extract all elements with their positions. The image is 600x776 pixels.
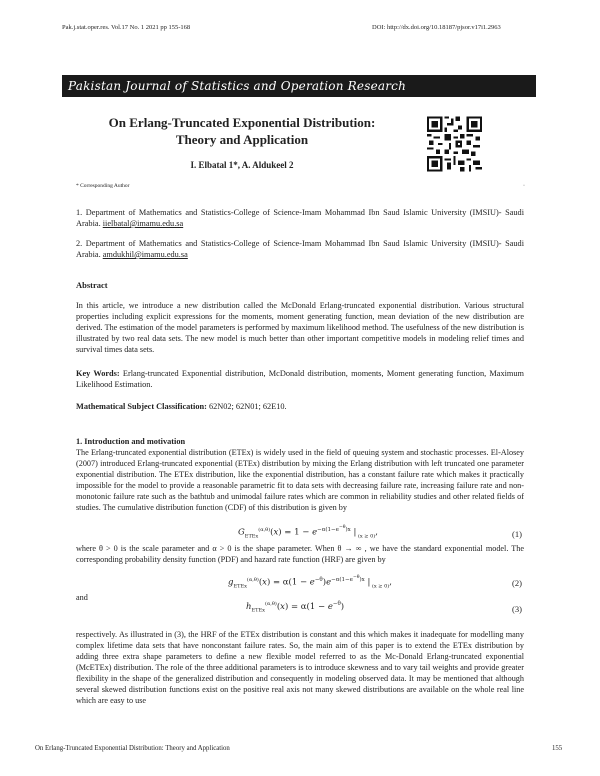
footer-title: On Erlang-Truncated Exponential Distribution: Theory and Application: [35, 745, 230, 752]
abstract-heading: Abstract: [76, 280, 108, 290]
affiliation-2: 2. Department of Mathematics and Statistics-College of Science-Imam Mohammad Ibn Saud Islamic University (IMSIU)- Saudi Arabia. amdukhil@imamu.edu.sa: [76, 239, 524, 259]
affiliation-1: 1. Department of Mathematics and Statistics-College of Science-Imam Mohammad Ibn Saud Islamic University (IMSIU)- Saudi Arabia. iielbatal@imamu.edu.sa: [76, 208, 524, 228]
equation-1: $G_{ETEx}^{(\alpha,\theta)}(x) = 1 - e^{-\alpha(1-e^{-\theta})x}$ | $_{(x \ge 0)}$,: [238, 525, 378, 540]
intro-paragraph-3: respectively. As illustrated in (3), the HRF of the ETEx distribution is constant and this which makes it inadequate for modelling many complex lifetime data sets that have nonconstant failure rates. So, the main aim of this paper is to extend the ETEx distribution by adding three extra shape parameters to define a new flexible model referred to as the Mc-Donald Erlang-truncated exponential (McETEx) distribution. The role of the three additional parameters is to introduce skewness and to vary tail weights and provide greater flexibility in the shape of the generalized distribution and consequently in modeling observed data. It may be mentioned that although several skewed distribution functions exist on the positive real axis not many skewed distributions are available on the whole real line which are easy to use: [76, 630, 524, 705]
journal-banner: Pakistan Journal of Statistics and Operation Research: [62, 75, 536, 97]
qr-code-icon: [427, 113, 482, 175]
email-link-2[interactable]: amdukhil@imamu.edu.sa: [102, 250, 188, 259]
email-link-1[interactable]: iielbatal@imamu.edu.sa: [102, 219, 184, 228]
equation-2: $g_{ETEx}^{(\alpha,\theta)}(x) = \alpha(1 - e^{-\theta})e^{-\alpha(1-e^{-\theta})x}$ | $_{(x \ge 0)}$,: [228, 575, 392, 590]
paper-title: On Erlang-Truncated Exponential Distribution: Theory and Application: [108, 115, 376, 147]
equation-3: $h_{ETEx}^{(\alpha,\theta)}(x) = \alpha(1 - e^{-\theta})$: [246, 601, 345, 614]
corresponding-author-note: * Corresponding Author: [76, 183, 130, 189]
intro-paragraph-1: The Erlang-truncated exponential distribution (ETEx) is widely used in the field of queuing system and stochastic processes. El-Alosey (2007) introduced Erlang-truncated exponential (ETEx) distribution by mixing the Erlang distribution with left truncated one parameter exponential distribution. The ETEx distribution, like the exponential distribution, has a constant failure rate which makes it practically impossible for the model to provide a reasonable parametric fit to data sets with decreasing failure rate, increasing failure rate and non-monotonic failure rate such as the bathtub and unimodal failure rates which are common in reliability studies and other related fields of studies. The cumulative distribution function (CDF) of this distribution is given by: [76, 448, 524, 512]
equation-1-number: (1): [512, 529, 522, 539]
intro-paragraph-2: where θ > 0 is the scale parameter and α > 0 is the shape parameter. When θ → ∞ , we have the standard exponential model. The corresponding probability density function (PDF) and hazard rate function (HRF) are given by: [76, 544, 524, 564]
journal-reference: Pak.j.stat.oper.res. Vol.17 No. 1 2021 pp 155-168: [62, 24, 191, 31]
msc-classification: Mathematical Subject Classification: 62N02; 62N01; 62E10.: [76, 402, 287, 411]
authors: I. Elbatal 1*, A. Aldukeel 2: [190, 160, 294, 170]
equation-2-number: (2): [512, 578, 522, 588]
keywords: Key Words: Erlang-truncated Exponential distribution, McDonald distribution, moments, Moment generating function, Maximum Likelihood Estimation.: [76, 369, 524, 389]
section-heading: 1. Introduction and motivation: [76, 437, 186, 446]
abstract-text: In this article, we introduce a new distribution called the McDonald Erlang-truncated exponential distribution. Various structural properties including explicit expressions for the moments, moment generating function, mean deviation of the new distribution are derived. The estimation of the model parameters is performed by maximum likelihood method. The usefulness of the new distribution is illustrated by two real data sets. The new model is much better than other important competitive models in modeling relief times and survival times data sets.: [76, 301, 524, 354]
doi: DOI: http://dx.doi.org/10.18187/pjsor.v17i1.2963: [372, 24, 501, 31]
equation-3-number: (3): [512, 604, 522, 614]
page-number: 155: [552, 745, 563, 752]
and-word: and: [76, 593, 88, 602]
